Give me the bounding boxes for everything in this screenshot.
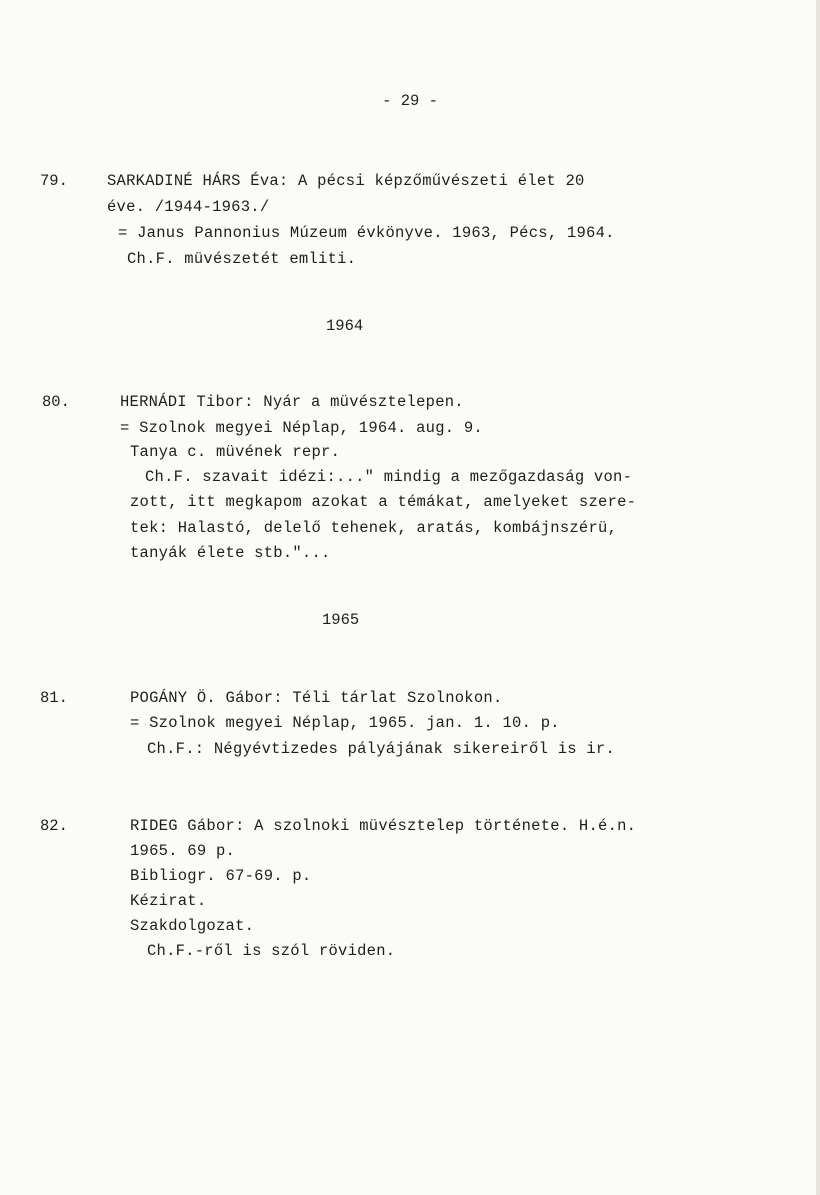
entry-line: éve. /1944-1963./: [107, 198, 270, 216]
entry-line: Ch.F. müvészetét emliti.: [127, 250, 357, 268]
entry-line: = Szolnok megyei Néplap, 1965. jan. 1. 10. p.: [130, 714, 560, 732]
year-heading: 1964: [326, 317, 364, 335]
entry-line: SARKADINÉ HÁRS Éva: A pécsi képzőművészeti élet 20: [107, 172, 585, 190]
entry-line: Kézirat.: [130, 892, 207, 910]
entry-line: Bibliogr. 67-69. p.: [130, 867, 312, 885]
entry-line: Ch.F.: Négyévtizedes pályájának sikereiről is ir.: [147, 740, 616, 758]
entry-line: POGÁNY Ö. Gábor: Téli tárlat Szolnokon.: [130, 689, 503, 707]
year-heading: 1965: [322, 611, 360, 629]
page-edge: [816, 0, 820, 1195]
entry-line: Ch.F. szavait idézi:..." mindig a mezőgazdaság von-: [145, 468, 633, 486]
entry-line: tanyák élete stb."...: [130, 544, 331, 562]
page-number: - 29 -: [382, 92, 438, 110]
entry-line: = Janus Pannonius Múzeum évkönyve. 1963, Pécs, 1964.: [118, 224, 615, 242]
entry-line: RIDEG Gábor: A szolnoki müvésztelep története. H.é.n.: [130, 817, 637, 835]
entry-line: = Szolnok megyei Néplap, 1964. aug. 9.: [120, 419, 483, 437]
entry-line: Tanya c. müvének repr.: [130, 443, 341, 461]
entry-line: 1965. 69 p.: [130, 842, 236, 860]
entry-number: 82.: [40, 817, 68, 835]
entry-line: Szakdolgozat.: [130, 917, 255, 935]
entry-line: zott, itt megkapom azokat a témákat, amelyeket szere-: [130, 493, 637, 511]
entry-number: 79.: [40, 172, 68, 190]
entry-line: Ch.F.-ről is szól röviden.: [147, 942, 396, 960]
entry-number: 80.: [42, 393, 70, 411]
entry-line: HERNÁDI Tibor: Nyár a müvésztelepen.: [120, 393, 464, 411]
entry-number: 81.: [40, 689, 68, 707]
entry-line: tek: Halastó, delelő tehenek, aratás, kombájnszérü,: [130, 519, 618, 537]
